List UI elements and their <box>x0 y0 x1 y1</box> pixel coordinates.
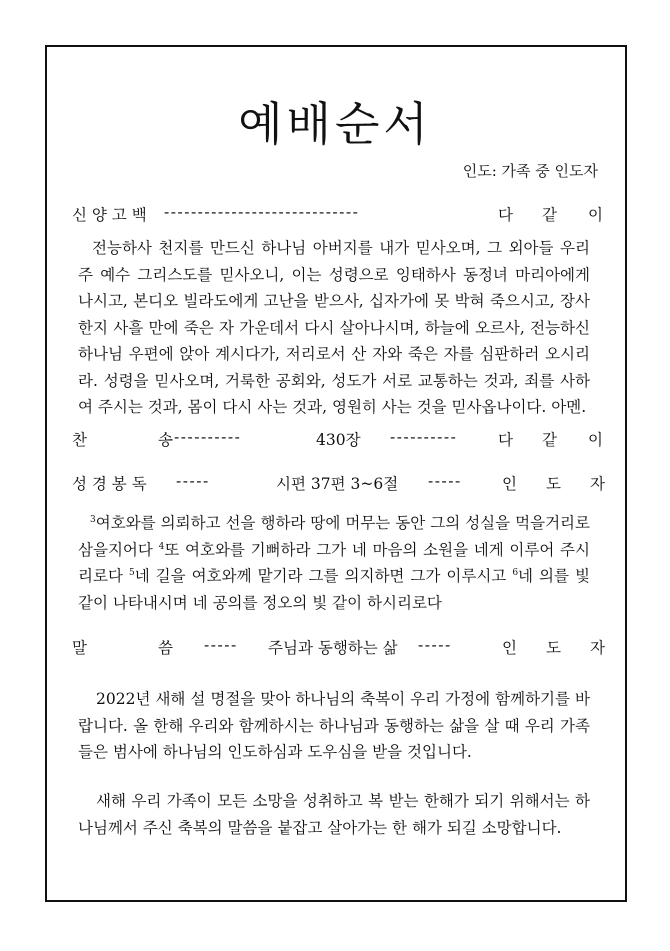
verse-number: 5 <box>128 568 135 578</box>
hymn-label-b: 송 <box>158 431 173 449</box>
hymn-who-2: 같 <box>542 431 557 449</box>
sermon-dashes-left: ----- <box>204 636 238 654</box>
creed-dashes: ----------------------------- <box>164 203 360 221</box>
creed-who-1: 다 <box>498 206 513 224</box>
creed-label: 신 양 고 백 <box>72 206 147 224</box>
page-title: 예배순서 <box>238 97 432 151</box>
hymn-heading <box>72 428 603 450</box>
sermon-label-a: 말 <box>72 639 87 657</box>
sermon-title: 주님과 동행하는 삶 <box>268 639 398 657</box>
sermon-who-2: 도 <box>546 639 561 657</box>
hymn-dashes-left: ---------- <box>174 428 242 446</box>
hymn-who-1: 다 <box>498 431 513 449</box>
sermon-paragraph-2: 새해 우리 가족이 모든 소망을 성취하고 복 받는 한해가 되기 위해서는 하나님께서 주신 축복의 말씀을 붙잡고 살아가는 한 해가 되길 소망합니다. <box>78 792 590 837</box>
sermon-heading <box>72 636 605 658</box>
scripture-label: 성 경 봉 독 <box>72 475 147 493</box>
verse-number: 3 <box>90 515 96 525</box>
sermon-who-3: 자 <box>590 639 605 657</box>
creed-who-2: 같 <box>542 206 557 224</box>
sermon-dashes-right: ----- <box>418 636 452 654</box>
hymn-dashes-right: ---------- <box>390 428 458 446</box>
creed-text: 전능하사 천지를 만드신 하나님 아버지를 내가 믿사오며, 그 외아들 우리 주 예수 그리스도를 믿사오니, 이는 성령으로 잉태하사 동정녀 마리아에게 나시고, 본디오 빌라도에게 고난을 받으사, 십자가에 못 박혀 죽으시고, 장사한지 사흘 만에 죽은 자 가운데서 다시 살아나시며, 하늘에 오르사, 전능하신 하나님 우편에 앉아 계시다가, 저리로서 산 자와 죽은 자를 심판하러 오시리라. 성령을 믿사오며, 거룩한 공회와, 성도가 서로 교통하는 것과, 죄를 사하여 주시는 것과, 몸이 다시 사는 것과, 영원히 사는 것을 믿사옵나이다. 아멘. <box>78 239 590 416</box>
scripture-who-2: 도 <box>546 475 561 493</box>
verse-text: 여호와를 의뢰하고 선을 행하라 땅에 머무는 동안 그의 성실을 먹을거리로 삼을지어다 <box>78 514 590 559</box>
verse-text: 또 여호와를 기뻐하라 그가 네 마음의 소원을 네게 이루어 주시리로다 <box>78 540 590 585</box>
scripture-reference: 시편 37편 3~6절 <box>276 475 399 493</box>
verse-text: 네 길을 여호와께 맡기라 그를 의지하면 그가 이루시고 <box>134 567 513 585</box>
sermon-label-b: 씀 <box>158 639 173 657</box>
hymn-number: 430장 <box>316 431 361 449</box>
scripture-heading <box>72 472 605 494</box>
hymn-who-3: 이 <box>588 431 603 449</box>
scripture-who-1: 인 <box>502 475 517 493</box>
sermon-paragraph-1: 2022년 새해 설 명절을 맞아 하나님의 축복이 우리 가정에 함께하기를 바랍니다. 올 한해 우리와 함께하시는 하나님과 동행하는 삶을 살 때 우리 가족들은 범사에 하나님의 인도하심과 도우심을 받을 것입니다. <box>78 690 590 761</box>
verse-number: 6 <box>512 568 519 578</box>
hymn-label-a: 찬 <box>72 431 87 449</box>
scripture-dashes-left: ----- <box>176 472 210 490</box>
creed-who-3: 이 <box>588 206 603 224</box>
leader-line: 인도: 가족 중 인도자 <box>462 162 598 180</box>
scripture-text <box>78 510 590 616</box>
verse-number: 4 <box>158 541 165 552</box>
sermon-who-1: 인 <box>502 639 517 657</box>
creed-heading <box>72 203 603 225</box>
scripture-who-3: 자 <box>590 475 605 493</box>
verse-text: 네 의를 빛같이 나타내시며 네 공의를 정오의 빛 같이 하시리로다 <box>78 567 590 612</box>
scripture-dashes-right: ----- <box>428 472 462 490</box>
